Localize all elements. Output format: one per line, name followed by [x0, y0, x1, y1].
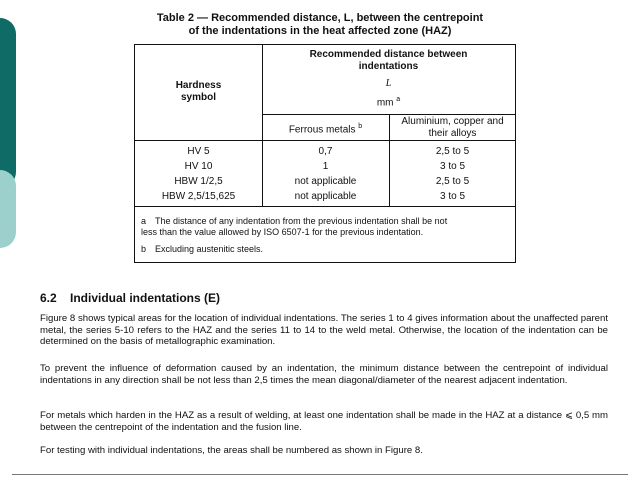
footnote-b-mark: b: [141, 244, 147, 254]
section-title: Individual indentations (E): [70, 291, 220, 305]
section-heading: [40, 291, 220, 305]
row-aluminium: 2,5 to 5: [435, 176, 470, 187]
header-recommended-line2: indentations: [358, 61, 419, 72]
header-ferrous-metals: [262, 121, 389, 136]
paragraph: To prevent the influence of deformation caused by an indentation, the minimum distance between the centrepoint of individual indentations in any direction shall be not less than 2,5 times the mean diagonal/diameter of the nearest adjacent indentation.: [40, 363, 608, 386]
table-title-line1: Table 2 — Recommended distance, L, between the centrepoint: [156, 12, 484, 24]
row-aluminium: 3 to 5: [439, 161, 466, 172]
paragraph: For metals which harden in the HAZ as a result of welding, at least one indentation shall be made in the HAZ at a distance ⩽ 0,5 mm between the centrepoint of the indentation and the fusion line.: [40, 410, 608, 433]
footnote-a: [141, 216, 447, 238]
header-hardness-line2: symbol: [180, 92, 216, 103]
footnote-a-line2: less than the value allowed by ISO 6507-1 for the previous indentation.: [141, 227, 424, 237]
section-number: 6.2: [40, 291, 57, 305]
header-ferrous-note: b: [358, 123, 363, 130]
row-ferrous: not applicable: [294, 176, 357, 187]
header-unit-note: a: [396, 96, 401, 103]
table-divider: [135, 206, 515, 207]
header-unit-text: mm: [376, 97, 394, 109]
table-title-line2: of the indentations in the heat affected zone (HAZ): [188, 25, 452, 37]
paragraph: For testing with individual indentations, the areas shall be numbered as shown in Figure 8.: [40, 445, 423, 456]
bottom-rule: [12, 474, 628, 475]
row-ferrous: 0,7: [318, 146, 333, 157]
side-decoration-light: [0, 170, 16, 248]
header-aluminium-line2: their alloys: [428, 128, 477, 139]
footnote-a-mark: a: [141, 216, 147, 226]
header-aluminium-line1: Aluminium, copper and: [401, 116, 504, 127]
table-title: [120, 12, 520, 38]
side-decoration-dark: [0, 18, 16, 188]
row-symbol: HV 5: [187, 146, 210, 157]
header-hardness-line1: Hardness: [175, 80, 222, 91]
distance-table: [134, 44, 516, 263]
row-symbol: HBW 1/2,5: [174, 176, 223, 187]
header-unit: [262, 94, 515, 109]
table-divider: [135, 140, 515, 141]
header-hardness-symbol: [135, 80, 262, 104]
header-symbol-L: L: [385, 78, 392, 89]
row-ferrous: not applicable: [294, 191, 357, 202]
row-ferrous: 1: [322, 161, 329, 172]
footnote-b: [141, 244, 263, 255]
header-recommended-distance: [262, 49, 515, 73]
paragraph: Figure 8 shows typical areas for the location of individual indentations. The series 1 to 4 gives information about the unaffected parent metal, the series 5-10 refers to the HAZ and the series 11 to 14 to the weld metal. Otherwise, the location of the indentation can be determined on the basis of metallographic examination.: [40, 313, 608, 347]
row-symbol: HBW 2,5/15,625: [161, 191, 236, 202]
row-aluminium: 2,5 to 5: [435, 146, 470, 157]
header-aluminium-copper: [389, 116, 516, 140]
header-ferrous-text: Ferrous metals: [288, 124, 356, 136]
footnote-b-text: Excluding austenitic steels.: [155, 244, 264, 254]
row-aluminium: 3 to 5: [439, 191, 466, 202]
row-symbol: HV 10: [184, 161, 213, 172]
header-recommended-line1: Recommended distance between: [309, 49, 468, 60]
footnote-a-line1: The distance of any indentation from the previous indentation shall be not: [155, 216, 448, 226]
